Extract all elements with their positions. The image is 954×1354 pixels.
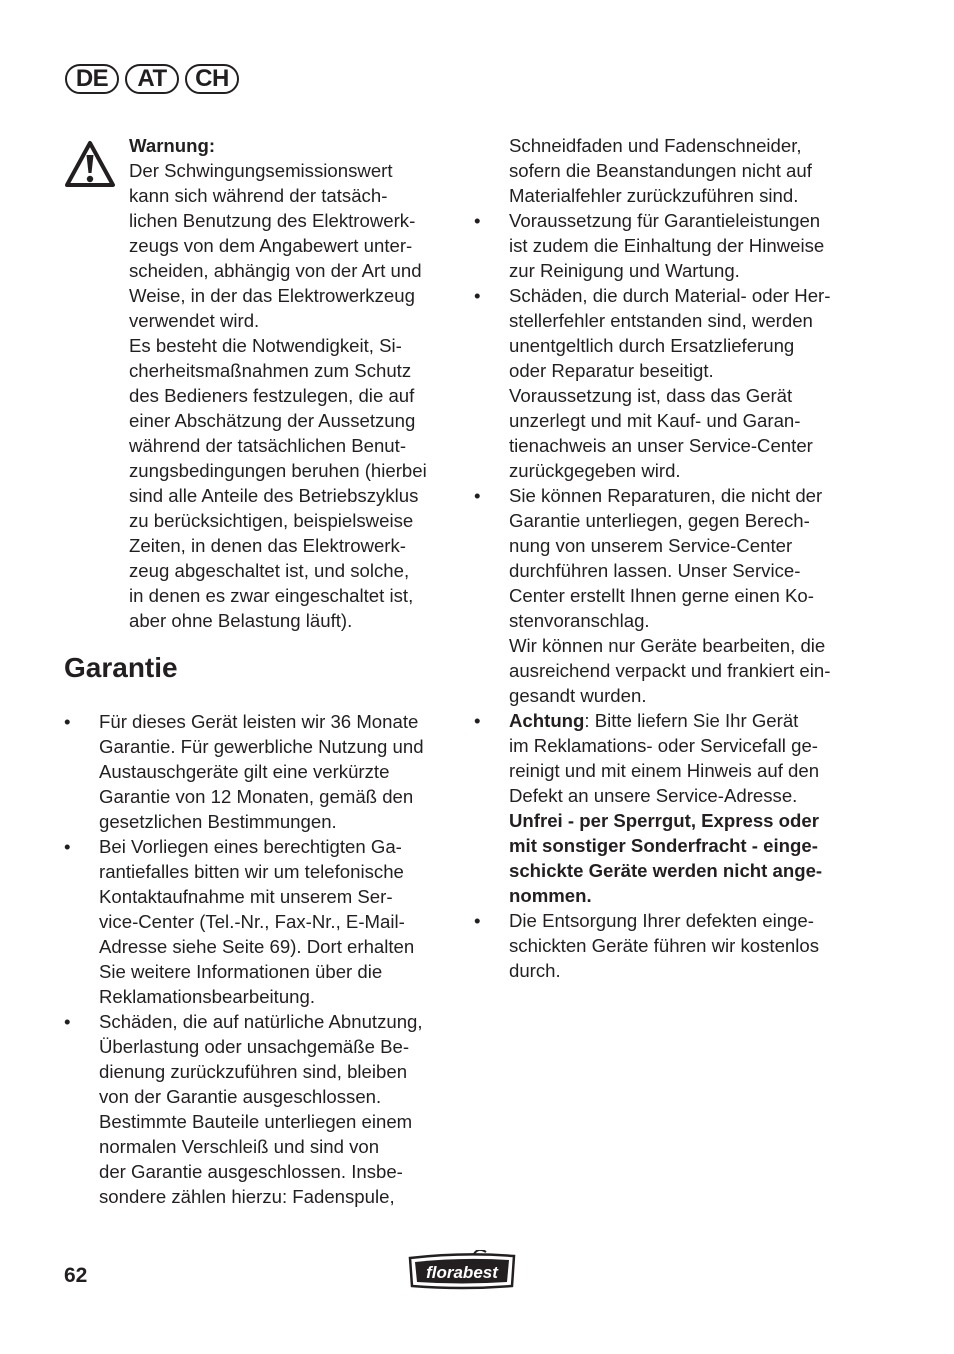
text-line: durch. [509,960,561,981]
list-item-achtung [474,708,874,908]
text-line: stenvoranschlag. [509,610,650,631]
guarantee-list-right [474,133,874,983]
bullet: • [474,210,481,231]
guarantee-list-left [64,709,464,1209]
warning-title: Warnung: [129,135,216,156]
bullet: • [474,710,481,731]
text-line: Garantie von 12 Monaten, gemäß den [99,786,414,807]
bullet: • [64,836,71,857]
text-line: Bestimmte Bauteile unterliegen einem [99,1111,413,1132]
list-item-text [99,834,464,1009]
text-line: Kontaktaufnahme mit unserem Ser- [99,886,393,907]
warning-text [129,158,459,633]
bullet: • [474,485,481,506]
text-line: von der Garantie ausgeschlossen. [99,1086,382,1107]
text-line: Sie weitere Informationen über die [99,961,383,982]
list-item-text [509,208,874,283]
country-badge-de: DE [65,64,119,94]
logo-text: florabest [426,1263,498,1282]
list-item-text [509,908,874,983]
text-line: nommen. [509,885,592,906]
text-line: des Bedieners festzulegen, die auf [129,385,415,406]
right-items [474,208,874,708]
achtung-label: Achtung [509,710,585,731]
text-line: mit sonstiger Sonderfracht - einge- [509,835,818,856]
warning-block [129,133,459,633]
text-line: Materialfehler zurückzuführen sind. [509,185,799,206]
text-line: oder Reparatur beseitigt. [509,360,714,381]
list-item-text [99,709,464,834]
text-line: Für dieses Gerät leisten wir 36 Monate [99,711,419,732]
text-line: scheiden, abhängig von der Art und [129,260,422,281]
text-line: während der tatsächlichen Benut- [129,435,407,456]
text-line: reinigt und mit einem Hinweis auf den [509,760,820,781]
text-line: cherheitsmaßnahmen zum Schutz [129,360,412,381]
list-item-text [99,1009,464,1209]
text-line: Wir können nur Geräte bearbeiten, die [509,635,826,656]
text-line: unentgeltlich durch Ersatzlieferung [509,335,795,356]
text-line: rantiefalles bitten wir um telefonische [99,861,404,882]
text-line: sind alle Anteile des Betriebszyklus [129,485,419,506]
country-badges [65,64,239,94]
text-line: Sie können Reparaturen, die nicht der [509,485,823,506]
achtung-first-rest: : Bitte liefern Sie Ihr Gerät [584,710,799,731]
text-line: ausreichend verpackt und frankiert ein- [509,660,831,681]
list-item-text [509,708,874,908]
text-line: aber ohne Belastung läuft). [129,610,353,631]
text-line: Zeiten, in denen das Elektrowerk- [129,535,406,556]
section-title: Garantie [64,652,178,683]
text-line: gesetzlichen Bestimmungen. [99,811,337,832]
bullet: • [64,711,71,732]
text-line: in denen es zwar eingeschaltet ist, [129,585,414,606]
text-line: Schneidfaden und Fadenschneider, [509,135,802,156]
text-line: nung von unserem Service-Center [509,535,793,556]
list-item [474,283,874,483]
bullet: • [474,910,481,931]
text-line: ist zudem die Einhaltung der Hinweise [509,235,825,256]
country-badge-at: AT [125,64,179,94]
text-line: Überlastung oder unsachgemäße Be- [99,1036,410,1057]
text-line: Garantie unterliegen, gegen Berech- [509,510,810,531]
text-line: Voraussetzung ist, dass das Gerät [509,385,793,406]
list-item [474,208,874,283]
text-line: im Reklamations- oder Servicefall ge- [509,735,818,756]
warning-triangle-icon [64,140,116,188]
text-line: Schäden, die auf natürliche Abnutzung, [99,1011,423,1032]
text-line: normalen Verschleiß und sind von [99,1136,380,1157]
text-line: Reklamationsbearbeitung. [99,986,316,1007]
list-item [64,1009,464,1209]
text-line: unzerlegt und mit Kauf- und Garan- [509,410,801,431]
text-line: Es besteht die Notwendigkeit, Si- [129,335,402,356]
text-line: zungsbedingungen beruhen (hierbei [129,460,427,481]
text-line: gesandt wurden. [509,685,647,706]
text-line: Die Entsorgung Ihrer defekten einge- [509,910,814,931]
text-line: tienachweis an unser Service-Center [509,435,813,456]
country-badge-ch: CH [185,64,239,94]
text-line: Schäden, die durch Material- oder Her- [509,285,831,306]
text-line: Bei Vorliegen eines berechtigten Ga- [99,836,402,857]
text-line: zeug abgeschaltet ist, und solche, [129,560,410,581]
text-line: sofern die Beanstandungen nicht auf [509,160,812,181]
text-line: Unfrei - per Sperrgut, Express oder [509,810,819,831]
list-item-text [509,283,874,483]
text-line: Austauschgeräte gilt eine verkürzte [99,761,390,782]
list-item [64,834,464,1009]
florabest-logo [406,1250,518,1290]
text-line: stellerfehler entstanden sind, werden [509,310,813,331]
list-item-continuation [509,133,874,208]
list-item-text [509,483,874,708]
page-number: 62 [64,1264,88,1287]
text-line: Defekt an unsere Service-Adresse. [509,785,798,806]
text-line: zurückgegeben wird. [509,460,681,481]
text-line: sondere zählen hierzu: Fadenspule, [99,1186,395,1207]
text-line: durchführen lassen. Unser Service- [509,560,801,581]
text-line: zur Reinigung und Wartung. [509,260,740,281]
list-item [474,483,874,708]
bullet: • [474,285,481,306]
text-line: Adresse siehe Seite 69). Dort erhalten [99,936,415,957]
text-line: Center erstellt Ihnen gerne einen Ko- [509,585,814,606]
text-line: verwendet wird. [129,310,260,331]
achtung-bold-lines [509,808,874,908]
achtung-first-line [509,708,874,733]
text-line: Garantie. Für gewerbliche Nutzung und [99,736,424,757]
text-line: Voraussetzung für Garantieleistungen [509,210,821,231]
text-line: Der Schwingungsemissionswert [129,160,393,181]
text-line: Weise, in der das Elektrowerkzeug [129,285,415,306]
text-line: dienung zurückzuführen sind, bleiben [99,1061,408,1082]
text-line: der Garantie ausgeschlossen. Insbe- [99,1161,403,1182]
text-line: kann sich während der tatsäch- [129,185,388,206]
text-line: lichen Benutzung des Elektrowerk- [129,210,416,231]
text-line: zeugs von dem Angabewert unter- [129,235,413,256]
text-line: zu berücksichtigen, beispielsweise [129,510,414,531]
text-line: schickten Geräte führen wir kostenlos [509,935,820,956]
achtung-lines [509,733,874,808]
bullet: • [64,1011,71,1032]
list-item-disposal [474,908,874,983]
text-line: vice-Center (Tel.-Nr., Fax-Nr., E-Mail- [99,911,405,932]
text-line: einer Abschätzung der Aussetzung [129,410,416,431]
text-line: schickte Geräte werden nicht ange- [509,860,823,881]
list-item [64,709,464,834]
